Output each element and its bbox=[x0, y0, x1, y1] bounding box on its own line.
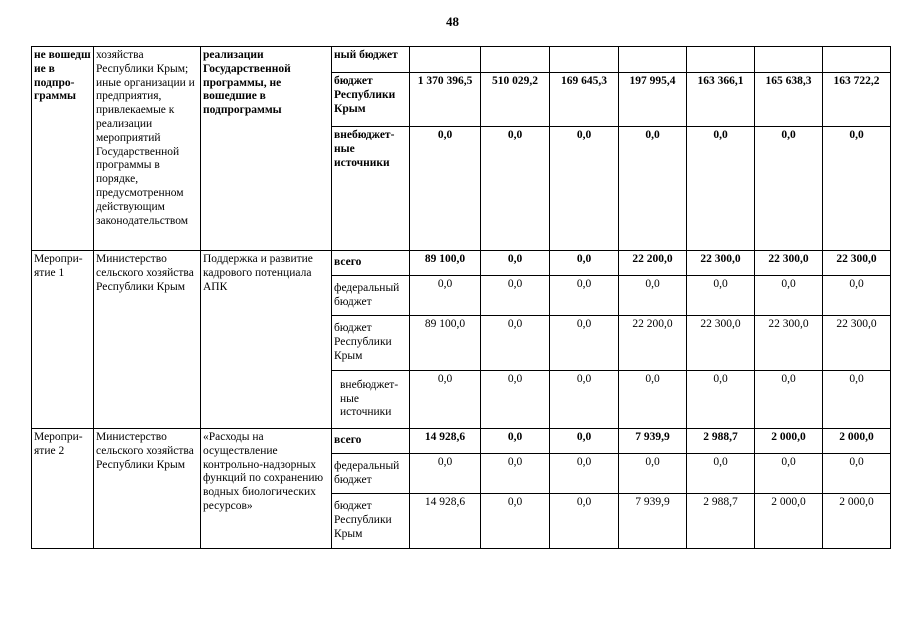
value-cell: 0,0 bbox=[755, 276, 823, 316]
value-cell: 163 366,1 bbox=[687, 73, 755, 127]
activity-cell: реализации Государственной программы, не вошедшие в подпрограммы bbox=[201, 47, 332, 251]
value-cell: 0,0 bbox=[755, 371, 823, 429]
funding-source: бюджет Республики Крым bbox=[332, 316, 410, 371]
value-cell bbox=[823, 47, 891, 73]
row-label: Меропри- ятие 1 bbox=[32, 251, 94, 429]
value-cell: 0,0 bbox=[687, 371, 755, 429]
funding-source: всего bbox=[332, 251, 410, 276]
executor-cell: хозяйства Республики Крым; иные организации и предприятия, привлекаемые к реализации мероприятий Государственной программы в порядке, предусмотренном действующим законодательством bbox=[94, 47, 201, 251]
value-cell: 0,0 bbox=[481, 251, 550, 276]
value-cell: 22 300,0 bbox=[755, 251, 823, 276]
value-cell: 22 300,0 bbox=[755, 316, 823, 371]
value-cell: 22 200,0 bbox=[619, 316, 687, 371]
value-cell: 510 029,2 bbox=[481, 73, 550, 127]
value-cell: 169 645,3 bbox=[550, 73, 619, 127]
value-cell: 2 000,0 bbox=[823, 429, 891, 454]
value-cell: 89 100,0 bbox=[410, 251, 481, 276]
value-cell bbox=[755, 47, 823, 73]
value-cell: 0,0 bbox=[823, 127, 891, 251]
value-cell: 0,0 bbox=[550, 371, 619, 429]
budget-table bbox=[31, 46, 891, 549]
value-cell: 165 638,3 bbox=[755, 73, 823, 127]
executor-cell: Министерство сельского хозяйства Республики Крым bbox=[94, 429, 201, 549]
row-label: Меропри- ятие 2 bbox=[32, 429, 94, 549]
page-number: 48 bbox=[446, 14, 459, 29]
value-cell: 0,0 bbox=[481, 494, 550, 549]
value-cell: 0,0 bbox=[410, 371, 481, 429]
value-cell: 0,0 bbox=[481, 316, 550, 371]
value-cell: 0,0 bbox=[550, 494, 619, 549]
value-cell: 0,0 bbox=[755, 127, 823, 251]
value-cell: 0,0 bbox=[550, 276, 619, 316]
value-cell: 0,0 bbox=[410, 454, 481, 494]
value-cell: 0,0 bbox=[550, 316, 619, 371]
value-cell bbox=[410, 47, 481, 73]
funding-source: всего bbox=[332, 429, 410, 454]
value-cell: 0,0 bbox=[687, 454, 755, 494]
value-cell: 0,0 bbox=[619, 371, 687, 429]
executor-cell: Министерство сельского хозяйства Республики Крым bbox=[94, 251, 201, 429]
value-cell: 22 300,0 bbox=[687, 251, 755, 276]
value-cell: 22 300,0 bbox=[823, 316, 891, 371]
funding-source: бюджет Республики Крым bbox=[332, 494, 410, 549]
value-cell bbox=[687, 47, 755, 73]
value-cell: 14 928,6 bbox=[410, 494, 481, 549]
value-cell: 197 995,4 bbox=[619, 73, 687, 127]
funding-source: внебюджет- ные источники bbox=[332, 127, 410, 251]
value-cell: 0,0 bbox=[550, 251, 619, 276]
value-cell: 0,0 bbox=[619, 276, 687, 316]
table-row bbox=[32, 47, 891, 73]
value-cell: 22 300,0 bbox=[687, 316, 755, 371]
funding-source: федеральный бюджет bbox=[332, 454, 410, 494]
value-cell: 0,0 bbox=[823, 371, 891, 429]
value-cell: 0,0 bbox=[550, 127, 619, 251]
row-label: не вошедш ие в подпро- граммы bbox=[32, 47, 94, 251]
value-cell bbox=[619, 47, 687, 73]
funding-source: внебюджет- ные источники bbox=[332, 371, 410, 429]
value-cell: 7 939,9 bbox=[619, 429, 687, 454]
funding-source: бюджет Республики Крым bbox=[332, 73, 410, 127]
value-cell: 0,0 bbox=[550, 454, 619, 494]
value-cell: 0,0 bbox=[481, 429, 550, 454]
value-cell: 0,0 bbox=[619, 127, 687, 251]
activity-cell: Поддержка и развитие кадрового потенциала АПК bbox=[201, 251, 332, 429]
value-cell: 163 722,2 bbox=[823, 73, 891, 127]
value-cell: 0,0 bbox=[687, 276, 755, 316]
activity-cell: «Расходы на осуществление контрольно-надзорных функций по сохранению водных биологических ресурсов» bbox=[201, 429, 332, 549]
value-cell: 0,0 bbox=[823, 276, 891, 316]
value-cell bbox=[550, 47, 619, 73]
value-cell: 0,0 bbox=[823, 454, 891, 494]
value-cell: 7 939,9 bbox=[619, 494, 687, 549]
value-cell bbox=[481, 47, 550, 73]
value-cell: 14 928,6 bbox=[410, 429, 481, 454]
value-cell: 0,0 bbox=[481, 276, 550, 316]
value-cell: 22 300,0 bbox=[823, 251, 891, 276]
value-cell: 0,0 bbox=[410, 127, 481, 251]
value-cell: 2 000,0 bbox=[755, 429, 823, 454]
value-cell: 2 988,7 bbox=[687, 494, 755, 549]
value-cell: 89 100,0 bbox=[410, 316, 481, 371]
value-cell: 1 370 396,5 bbox=[410, 73, 481, 127]
value-cell: 2 000,0 bbox=[755, 494, 823, 549]
value-cell: 0,0 bbox=[619, 454, 687, 494]
value-cell: 0,0 bbox=[481, 454, 550, 494]
value-cell: 2 988,7 bbox=[687, 429, 755, 454]
value-cell: 22 200,0 bbox=[619, 251, 687, 276]
value-cell: 0,0 bbox=[550, 429, 619, 454]
funding-source: федеральный бюджет bbox=[332, 276, 410, 316]
value-cell: 0,0 bbox=[687, 127, 755, 251]
value-cell: 0,0 bbox=[755, 454, 823, 494]
funding-source: ный бюджет bbox=[332, 47, 410, 73]
value-cell: 2 000,0 bbox=[823, 494, 891, 549]
value-cell: 0,0 bbox=[481, 371, 550, 429]
table-row bbox=[32, 251, 891, 276]
value-cell: 0,0 bbox=[481, 127, 550, 251]
table-row bbox=[32, 429, 891, 454]
value-cell: 0,0 bbox=[410, 276, 481, 316]
